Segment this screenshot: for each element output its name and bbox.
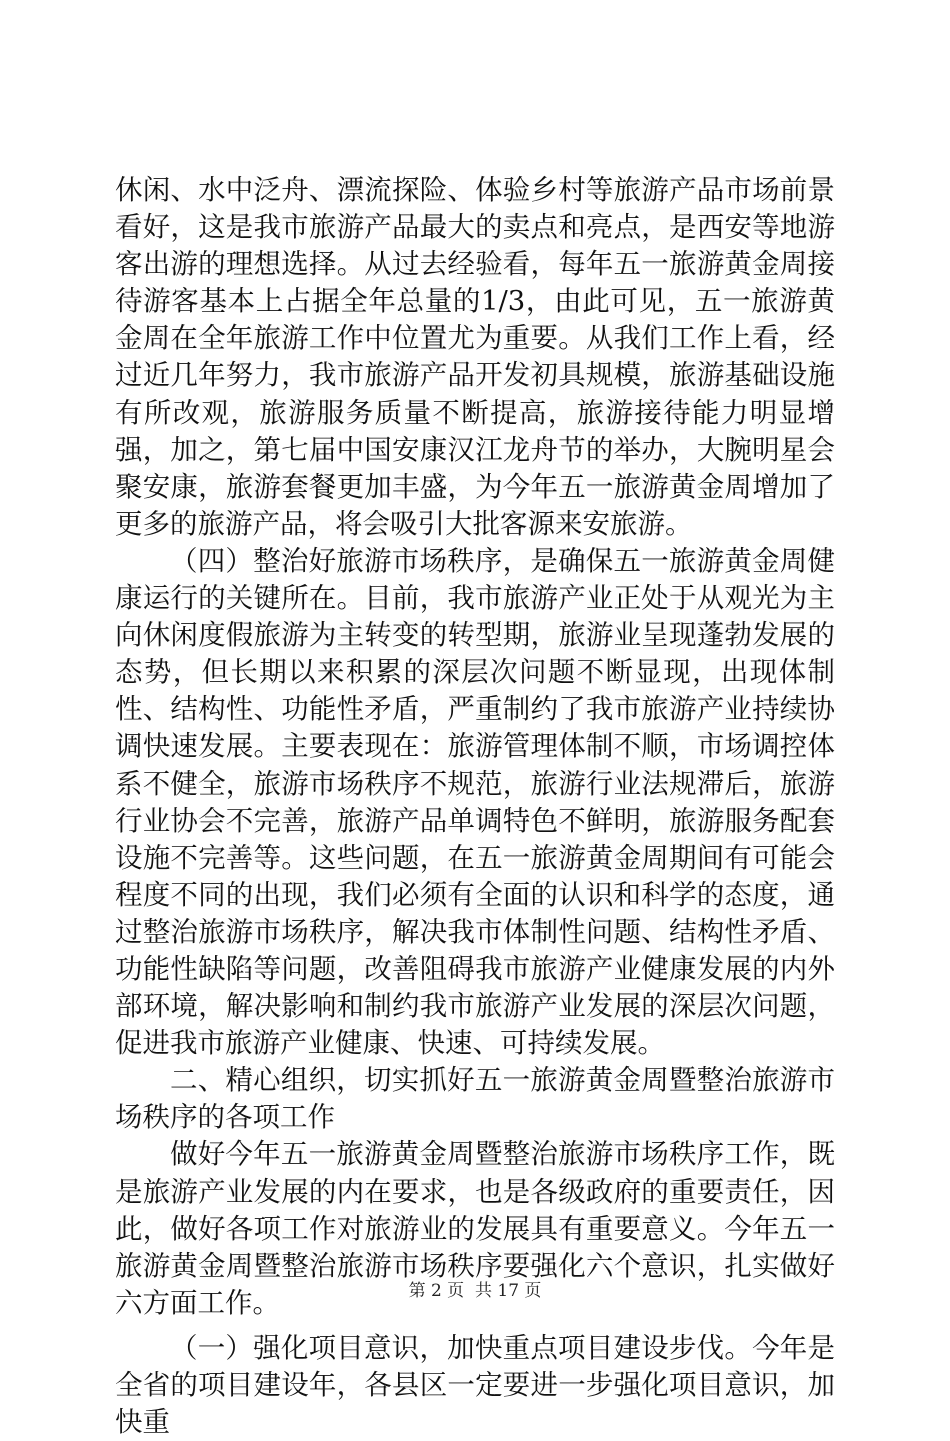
page-footer bbox=[0, 1276, 950, 1301]
document-body bbox=[115, 172, 835, 1441]
section-heading-two: 二、精心组织，切实抓好五一旅游黄金周暨整治旅游市场秩序的各项工作 bbox=[115, 1064, 835, 1134]
paragraph-section-four: （四）整治好旅游市场秩序，是确保五一旅游黄金周健康运行的关键所在。目前，我市旅游产业正处于从观光为主向休闲度假旅游为主转变的转型期，旅游业呈现蓬勃发展的态势，但长期以来积累的深层次问题不断显现，出现体制性、结构性、功能性矛盾，严重制约了我市旅游产业持续协调快速发展。主要表现在：旅游管理体制不顺，市场调控体系不健全，旅游市场秩序不规范，旅游行业法规滞后，旅游行业协会不完善，旅游产品单调特色不鲜明，旅游服务配套设施不完善等。这些问题，在五一旅游黄金周期间有可能会程度不同的出现，我们必须有全面的认识和科学的态度，通过整治旅游市场秩序，解决我市体制性问题、结构性矛盾、功能性缺陷等问题，改善阻碍我市旅游产业健康发展的内外部环境，解决影响和制约我市旅游产业发展的深层次问题，促进我市旅游产业健康、快速、可持续发展。 bbox=[115, 544, 835, 1060]
paragraph-item-one: （一）强化项目意识，加快重点项目建设步伐。今年是全省的项目建设年，各县区一定要进一步强化项目意识，加快重 bbox=[115, 1331, 835, 1439]
page-number-label: 第 2 页 共 17 页 bbox=[408, 1281, 542, 1301]
paragraph-intro-six-aspects: 做好今年五一旅游黄金周暨整治旅游市场秩序工作，既是旅游产业发展的内在要求，也是各级政府的重要责任，因此，做好各项工作对旅游业的发展具有重要意义。今年五一旅游黄金周暨整治旅游市场秩序要强化六个意识，扎实做好六方面工作。 bbox=[115, 1138, 835, 1319]
paragraph-tourism-products: 休闲、水中泛舟、漂流探险、体验乡村等旅游产品市场前景看好，这是我市旅游产品最大的卖点和亮点，是西安等地游客出游的理想选择。从过去经验看，每年五一旅游黄金周接待游客基本上占据全年总量的1/3，由此可见，五一旅游黄金周在全年旅游工作中位置尤为重要。从我们工作上看，经过近几年努力，我市旅游产品开发初具规模，旅游基础设施有所改观，旅游服务质量不断提高，旅游接待能力明显增强，加之，第七届中国安康汉江龙舟节的举办，大腕明星会聚安康，旅游套餐更加丰盛，为今年五一旅游黄金周增加了更多的旅游产品，将会吸引大批客源来安旅游。 bbox=[115, 174, 835, 540]
